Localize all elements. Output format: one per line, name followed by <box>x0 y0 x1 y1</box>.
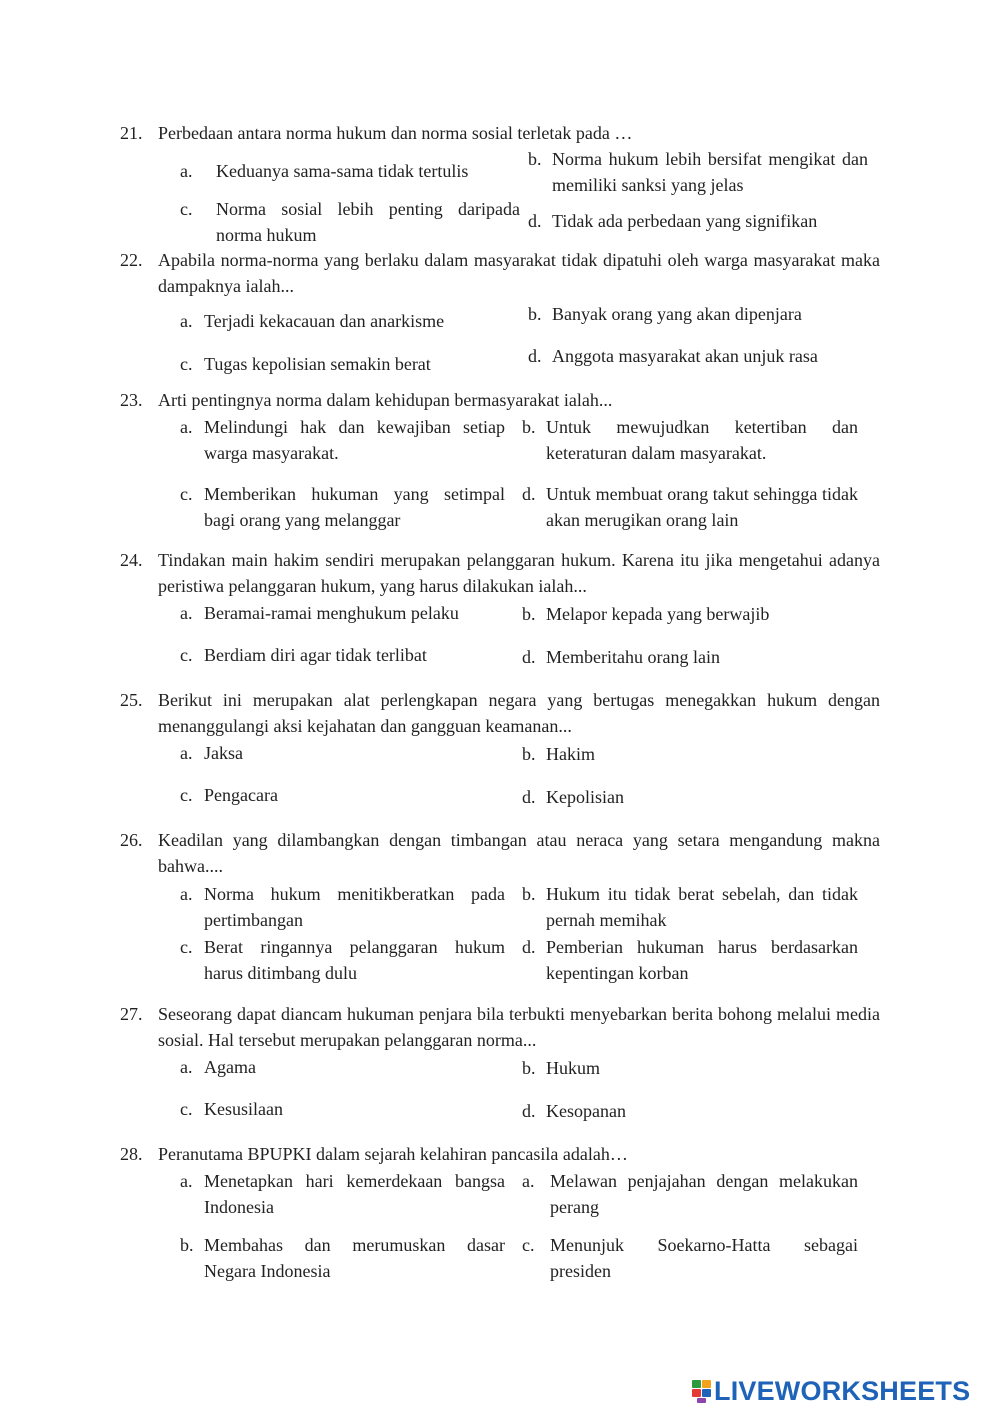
question-21 <box>120 120 880 245</box>
option-c[interactable]: c. Menunjuk Soekarno-Hatta sebagai presiden <box>522 1235 858 1281</box>
option-b[interactable]: b. Banyak orang yang akan dipenjara <box>528 304 802 324</box>
option-a[interactable]: a. Menetapkan hari kemerdekaan bangsa Indonesia <box>180 1171 505 1217</box>
option-c[interactable]: c. Memberikan hukuman yang setimpal bagi orang yang melanggar <box>180 484 505 530</box>
option-c[interactable]: c. Tugas kepolisian semakin berat <box>180 354 431 374</box>
question-27 <box>120 1001 880 1121</box>
question-23 <box>120 387 880 530</box>
question-text: Seseorang dapat diancam hukuman penjara bila terbukti menyebarkan berita bohong melalui media sosial. Hal tersebut merupakan pelanggaran norma... <box>158 1004 880 1050</box>
question-24 <box>120 547 880 667</box>
logo-blocks-icon <box>692 1378 712 1404</box>
option-d[interactable]: d. Memberitahu orang lain <box>522 647 720 667</box>
question-text: Tindakan main hakim sendiri merupakan pelanggaran hukum. Karena itu jika mengetahui adanya peristiwa pelanggaran hukum, yang harus dilakukan ialah... <box>158 550 880 596</box>
question-number: 22. <box>120 250 143 270</box>
question-26 <box>120 827 880 983</box>
option-a[interactable]: a. Norma hukum menitikberatkan pada pertimbangan <box>180 884 505 930</box>
option-d[interactable]: d. Kepolisian <box>522 787 624 807</box>
option-a[interactable]: a. Beramai-ramai menghukum pelaku <box>180 603 459 623</box>
option-d[interactable]: d. Anggota masyarakat akan unjuk rasa <box>528 346 818 366</box>
question-text: Peranutama BPUPKI dalam sejarah kelahiran pancasila adalah… <box>158 1144 628 1164</box>
question-text: Apabila norma-norma yang berlaku dalam masyarakat tidak dipatuhi oleh warga masyarakat maka dampaknya ialah... <box>158 250 880 296</box>
question-number: 28. <box>120 1144 143 1164</box>
question-number: 24. <box>120 550 143 570</box>
question-text: Perbedaan antara norma hukum dan norma sosial terletak pada … <box>158 123 633 143</box>
question-number: 27. <box>120 1004 143 1024</box>
option-b[interactable]: b. Hukum itu tidak berat sebelah, dan tidak pernah memihak <box>522 884 858 930</box>
option-b[interactable]: b. Hakim <box>522 744 595 764</box>
option-b[interactable]: b. Hukum <box>522 1058 600 1078</box>
option-a[interactable]: a. Jaksa <box>180 743 243 763</box>
option-c[interactable]: c. Kesusilaan <box>180 1099 283 1119</box>
logo-text: LIVEWORKSHEETS <box>714 1376 971 1406</box>
question-28 <box>120 1141 880 1281</box>
option-a[interactable]: a. Terjadi kekacauan dan anarkisme <box>180 311 445 331</box>
option-a[interactable]: a. Melindungi hak dan kewajiban setiap warga masyarakat. <box>180 417 505 463</box>
question-number: 23. <box>120 390 143 410</box>
option-d[interactable]: d. Untuk membuat orang takut sehingga tidak akan merugikan orang lain <box>522 484 858 530</box>
question-25 <box>120 687 880 807</box>
option-a[interactable]: a. Keduanya sama-sama tidak tertulis <box>180 161 469 181</box>
question-number: 25. <box>120 690 143 710</box>
option-c[interactable]: c. Pengacara <box>180 785 278 805</box>
option-a[interactable]: a. Agama <box>180 1057 256 1077</box>
option-b[interactable]: b. Melapor kepada yang berwajib <box>522 604 770 624</box>
option-d[interactable]: d. Tidak ada perbedaan yang signifikan <box>528 211 818 231</box>
question-number: 21. <box>120 123 143 143</box>
option-a-second[interactable]: a. Melawan penjajahan dengan melakukan perang <box>522 1171 858 1217</box>
question-text: Arti pentingnya norma dalam kehidupan bermasyarakat ialah... <box>158 390 613 410</box>
option-b[interactable]: b. Membahas dan merumuskan dasar Negara Indonesia <box>180 1235 505 1281</box>
option-d[interactable]: d. Kesopanan <box>522 1101 626 1121</box>
option-b[interactable]: b. Untuk mewujudkan ketertiban dan keteraturan dalam masyarakat. <box>522 417 858 463</box>
option-d[interactable]: d. Pemberian hukuman harus berdasarkan kepentingan korban <box>522 937 858 983</box>
option-b[interactable]: b. Norma hukum lebih bersifat mengikat dan memiliki sanksi yang jelas <box>528 149 868 195</box>
question-text: Keadilan yang dilambangkan dengan timbangan atau neraca yang setara mengandung makna bahwa.... <box>158 830 880 876</box>
question-number: 26. <box>120 830 143 850</box>
question-text: Berikut ini merupakan alat perlengkapan negara yang bertugas menegakkan hukum dengan menanggulangi aksi kejahatan dan gangguan keamanan... <box>158 690 880 736</box>
option-c[interactable]: c. Berat ringannya pelanggaran hukum harus ditimbang dulu <box>180 937 505 983</box>
question-22 <box>120 247 880 374</box>
liveworksheets-logo[interactable] <box>692 1376 970 1406</box>
option-c[interactable]: c. Berdiam diri agar tidak terlibat <box>180 645 427 665</box>
option-c[interactable]: c. Norma sosial lebih penting daripada norma hukum <box>180 199 520 245</box>
